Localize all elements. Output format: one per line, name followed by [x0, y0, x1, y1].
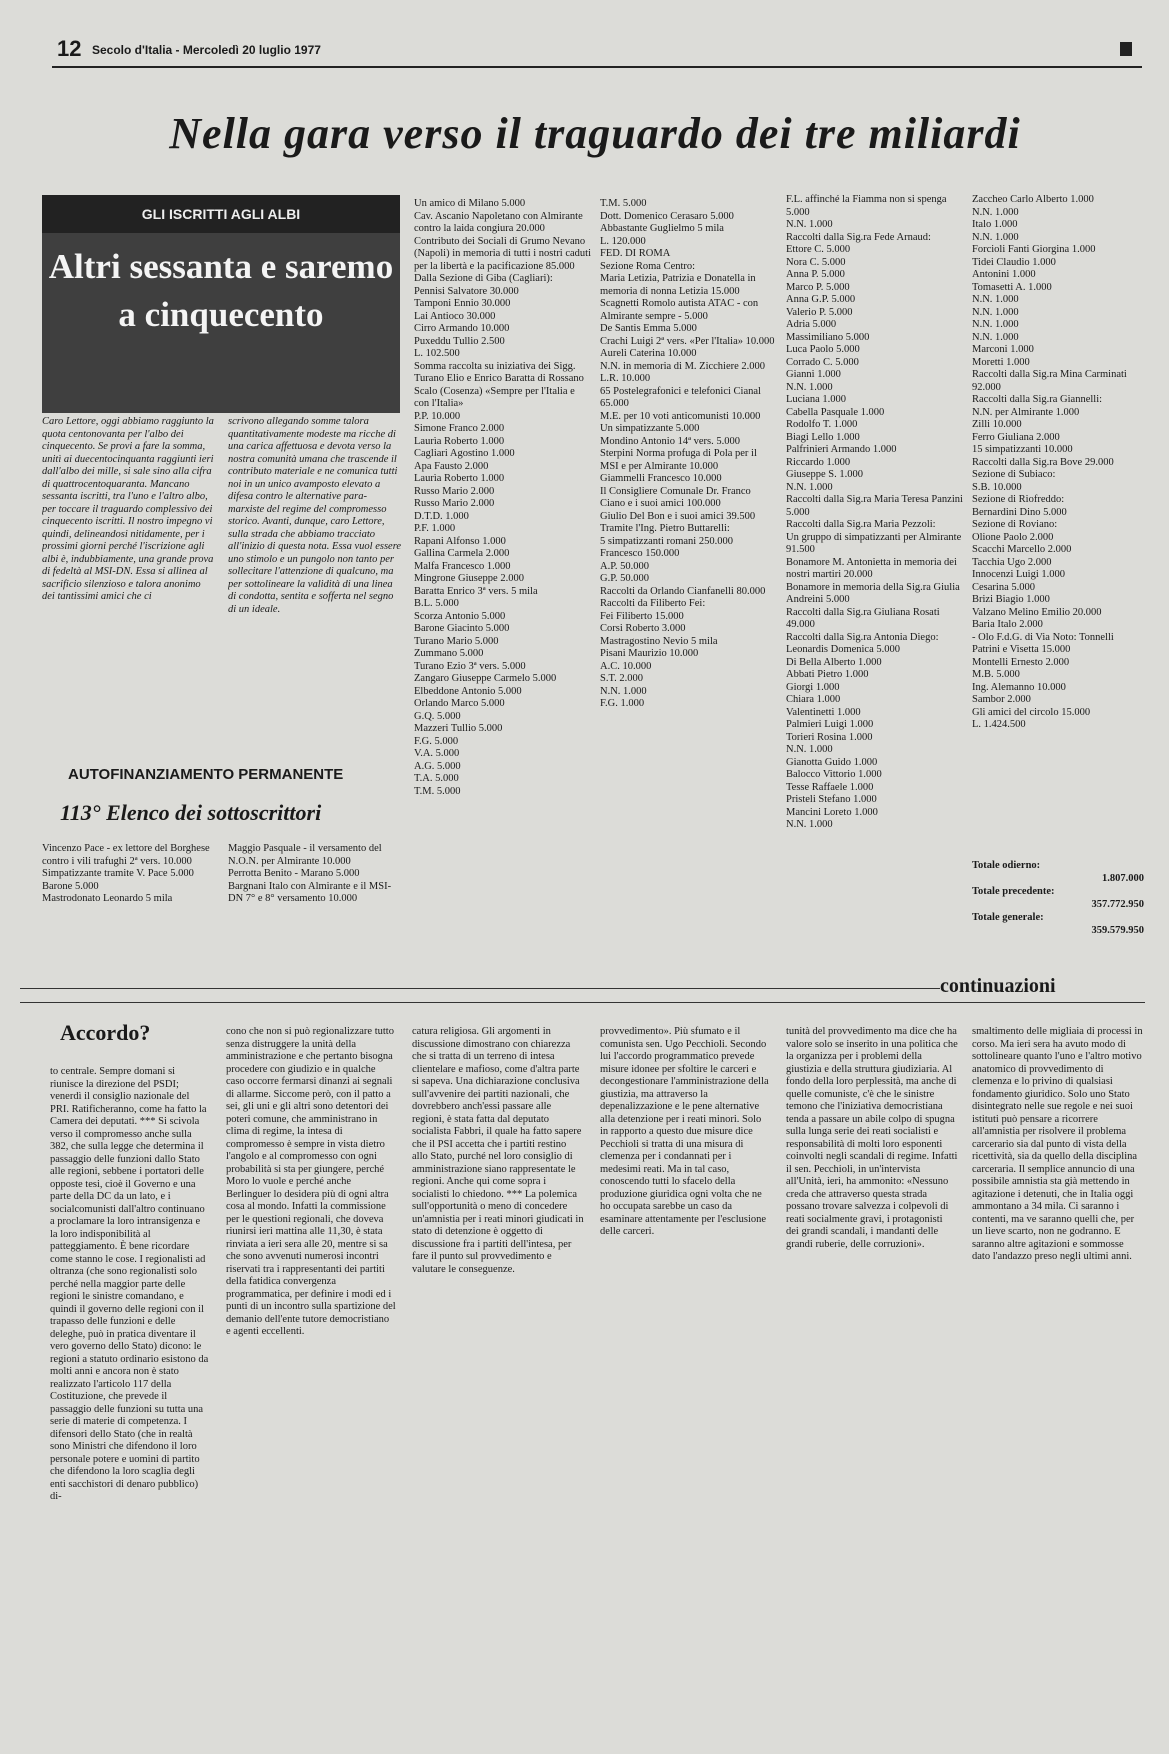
list-item: Zangaro Giuseppe Carmelo 5.000	[414, 673, 557, 684]
list-item: 15 simpatizzanti 10.000	[972, 444, 1073, 455]
list-item: N.N. 1.000	[972, 319, 1019, 330]
list-item: Cesarina 5.000	[972, 581, 1035, 593]
list-item: Perrotta Benito - Marano 5.000	[228, 868, 360, 879]
list-item: Mastrodonato Leonardo 5 mila	[42, 893, 173, 904]
list-item: Pristeli Stefano 1.000	[786, 794, 877, 805]
list-item: De Santis Emma 5.000	[600, 323, 697, 334]
list-item: Ferro Giuliana 2.000	[972, 431, 1060, 443]
total-label: Totale odierno:	[972, 860, 1041, 871]
accordo-col-6: smaltimento delle migliaia di processi in corso. Ma ieri sera ha avuto modo di sottolineare quanto l'uno e l'altro motivo anatomico di provvedimento di clemenza e lo privino di qualsiasi fondamento giuridico. Solo uno Stato disintegrato nelle sue regole e nei suoi istituti può pensare a ricorrere all'amnistia per risolvere il problema carcerario sia dal punto di vista della ricettività, sia da quello della disciplina carceraria. Il semplice annuncio di una possibile amnistia sta già mettendo in agitazione i detenuti, che in Italia oggi ammontano a 34 mila. Ci saranno i contenti, ma ve saranno quelli che, per un lieve scarto, non ne godranno. E saranno altre agitazioni e sommosse dato l'andazzo preso negli ultimi anni.	[972, 1026, 1143, 1262]
list-item: Valzano Melino Emilio 20.000	[972, 606, 1102, 618]
total-row	[972, 912, 1144, 938]
masthead-line: Secolo d'Italia - Mercoledì 20 luglio 1977	[92, 43, 321, 57]
list-item: F.G. 1.000	[600, 698, 645, 709]
list-item: A.G. 5.000	[414, 760, 461, 772]
list-item: Antonini 1.000	[972, 269, 1036, 280]
page-number: 12	[57, 36, 82, 61]
list-item: Mastragostino Nevio 5 mila	[600, 635, 718, 647]
list-item: Zummano 5.000	[414, 648, 484, 659]
list-item: S.T. 2.000	[600, 673, 643, 684]
elenco-title: 113° Elenco dei sottoscrittori	[60, 800, 322, 825]
list-item: 5 simpatizzanti romani 250.000	[600, 535, 733, 547]
list-item: Russo Mario 2.000	[414, 485, 495, 497]
list-item: Cav. Ascanio Napoletano con Almirante contro la laida congiura 20.000	[414, 210, 583, 234]
list-item: Francesco 150.000	[600, 548, 680, 559]
list-item: Raccolti dalla Sig.ra Giuliana Rosati 49.000	[786, 606, 940, 630]
list-item: Puxeddu Tullio 2.500	[414, 335, 505, 347]
list-item: N.N. 1.000	[786, 744, 833, 755]
list-item: Maggio Pasquale - il versamento del N.O.N. per Almirante 10.000	[228, 843, 382, 867]
list-item: Chiara 1.000	[786, 694, 841, 705]
list-item: Apa Fausto 2.000	[414, 460, 489, 472]
list-item: Abbati Pietro 1.000	[786, 669, 869, 680]
list-item: - Olo F.d.G. di Via Noto: Tonnelli Patrini e Visetta 15.000	[972, 631, 1114, 655]
section-title: AUTOFINANZIAMENTO PERMANENTE	[68, 766, 344, 783]
list-item: Scacchi Marcello 2.000	[972, 544, 1072, 555]
list-item: Ettore C. 5.000	[786, 244, 851, 255]
list-item: L. 120.000	[600, 235, 646, 247]
list-item: Forcioli Fanti Giorgina 1.000	[972, 244, 1096, 255]
list-item: Cagliari Agostino 1.000	[414, 448, 515, 459]
list-item: N.N. 1.000	[600, 685, 647, 697]
list-item: Pennisi Salvatore 30.000	[414, 285, 519, 297]
list-item: Il Consigliere Comunale Dr. Franco Ciano e i suoi amici 100.000	[600, 485, 751, 509]
list-item: Raccolti da Filiberto Fei:	[600, 598, 706, 609]
list-item: Gli amici del circolo 15.000	[972, 706, 1091, 718]
albo-box	[42, 195, 400, 413]
total-value: 359.579.950	[1091, 924, 1144, 936]
list-item: G.P. 50.000	[600, 573, 650, 584]
list-item: Tramite l'Ing. Pietro Buttarelli:	[600, 523, 730, 534]
list-item: Balocco Vittorio 1.000	[786, 769, 882, 780]
accordo-col-5: tunità del provvedimento ma dice che ha valore solo se inserito in una politica che la organizza per i problemi della giustizia e della struttura giudiziaria. Al fondo della loro perplessità, ma anche di quelle comuniste, c'è che le sinistre temono che l'iniziativa democristiana tenda a passare un abile colpo di spugna sulla lunga serie dei reati socialisti e responsabilità di molti loro esponenti coinvolti negli scandali di regime. Infatti il sen. Pecchioli, in un'intervista all'Unità, ieri, ha ammonito: «Nessuno creda che attraverso questa strada possano trovare salvezza i colpevoli di reati socialmente gravi, i protagonisti dei grandi scandali, i mandanti delle grandi ruberie, delle corruzioni».	[786, 1026, 958, 1250]
list-item: G.Q. 5.000	[414, 710, 461, 722]
accordo-col-4: provvedimento». Più sfumato e il comunista sen. Ugo Pecchioli. Secondo lui l'accordo programmatico prevede misure idonee per sfoltire le carceri e decongestionare l'amministrazione della giustizia, ma attraverso la depenalizzazione e le pene alternative alla detenzione per i reati minori. Solo in rapporto a questo due misure dice Pecchioli si tratta di una misura di clemenza per i condannati per i medesimi reati. Ma in tal caso, conoscendo tutti lo sfacelo della produzione giuridica ogni volta che ne ho occupata sarebbe un caso da esaminare attentamente per l'esclusione delle carceri.	[600, 1026, 769, 1237]
list-item: Giulio Del Bon e i suoi amici 39.500	[600, 510, 756, 522]
list-item: Tidei Claudio 1.000	[972, 256, 1056, 268]
list-item: Tamponi Ennio 30.000	[414, 298, 511, 309]
list-item: N.N. 1.000	[972, 306, 1019, 318]
list-item: Ing. Alemanno 10.000	[972, 681, 1066, 693]
list-item: Brizi Biagio 1.000	[972, 594, 1050, 605]
list-item: D.T.D. 1.000	[414, 510, 469, 522]
list-item: N.N. 1.000	[972, 294, 1019, 305]
list-item: Barone 5.000	[42, 880, 99, 892]
list-item: Lai Antioco 30.000	[414, 310, 496, 322]
headline: Nella gara verso il traguardo dei tre miliardi	[169, 109, 1021, 158]
list-item: Aureli Caterina 10.000	[600, 348, 697, 359]
list-item: P.F. 1.000	[414, 523, 456, 534]
list-item: Laurìa Roberto 1.000	[414, 435, 505, 447]
list-item: Laurìa Roberto 1.000	[414, 473, 505, 484]
list-item: T.M. 5.000	[600, 198, 647, 209]
list-item: Crachi Luigi 2ª vers. «Per l'Italia» 10.000	[600, 335, 775, 347]
list-item: Malfa Francesco 1.000	[414, 560, 511, 572]
list-item: Olione Paolo 2.000	[972, 531, 1054, 543]
list-item: Gallina Carmela 2.000	[414, 548, 510, 559]
letter-col-2: scrivono allegando somme talora quantitativamente modeste ma ricche di una carica affettuosa e devota verso la nostra comunità umana che trascende il contributo materiale e ne comunica tutti noi in un unico avamposto elevato a difesa contro le alternative para-marxiste del regime del compromesso storico. Avanti, dunque, caro Lettore, sulla strada che abbiamo tracciato all'inizio di questa nota. Essa vuol essere uno stimolo e un pungolo non tanto per sollecitare l'attenzione di qualcuno, ma per sottolineare la validità di una linea di condotta, sentita e sofferta nel segno di un ideale.	[228, 416, 402, 615]
list-item: Corrado C. 5.000	[786, 356, 859, 368]
list-item: N.N. per Almirante 1.000	[972, 406, 1080, 418]
list-item: N.N. 1.000	[972, 331, 1019, 343]
list-item: A.C. 10.000	[600, 660, 652, 672]
list-item: Simpatizzante tramite V. Pace 5.000	[42, 868, 194, 879]
list-item: Baria Italo 2.000	[972, 619, 1043, 630]
accordo-title: Accordo?	[60, 1020, 151, 1045]
list-item: T.A. 5.000	[414, 773, 459, 784]
list-item: Zaccheo Carlo Alberto 1.000	[972, 194, 1094, 205]
list-item: Tesse Raffaele 1.000	[786, 781, 874, 793]
sub-col-a	[42, 843, 212, 943]
continuation-rule-2	[20, 1002, 1145, 1003]
list-item: Raccolti dalla Sig.ra Maria Teresa Panzini 5.000	[786, 494, 963, 518]
page-mark-icon	[1120, 42, 1132, 56]
list-item: Orlando Marco 5.000	[414, 698, 505, 709]
list-item: Gianotta Guido 1.000	[786, 756, 878, 768]
list-item: N.N. 1.000	[972, 206, 1019, 218]
list-item: Rapani Alfonso 1.000	[414, 535, 506, 547]
list-item: Sezione di Subiaco:	[972, 469, 1056, 480]
total-row	[972, 886, 1144, 912]
list-item: Palmieri Luigi 1.000	[786, 719, 874, 730]
accordo-col-1: to centrale. Sempre domani si riunisce la direzione del PSDI; venerdì il consiglio nazionale del PRI. Ratificheranno, come ha fatto la Camera dei deputati. *** Si scivola verso il compromesso anche sulla 382, che sulla legge che determina il passaggio delle funzioni dallo Stato alle regioni, sebbene i portatori delle opposte tesi, cioè il Governo e una parte della DC da un lato, e i socialcomunisti dall'altro continuano a proclamare la loro intransigenza e la loro indisponibilità al patteggiamento. È bene ricordare come stanno le cose. I regionalisti ad oltranza (che sono regionalisti solo perché nella maggior parte delle regioni le sinistre comandano, e quindi il governo delle regioni con il trapasso delle funzioni e delle deleghe, può in pratica diventare il vero governo dello Stato) dicono: le regioni a statuto ordinario esistono da molti anni e ancora non è stato realizzato l'articolo 117 della Costituzione, che prevede il passaggio delle funzioni su tutta una serie di materie di competenza. I difensori dello Stato (che in realtà sono Ministri che difendono il loro personale potere e uomini di partito che difendono la loro scaglia degli enti sacchistori di denaro pubblico) di-	[50, 1066, 209, 1502]
list-item: FED. DI ROMA	[600, 248, 671, 259]
list-item: S.B. 10.000	[972, 481, 1022, 493]
list-item: A.P. 50.000	[600, 560, 650, 572]
list-item: N.N. in memoria di M. Zicchiere 2.000	[600, 360, 766, 372]
accordo-col-3: catura religiosa. Gli argomenti in discussione dimostrano con chiarezza che si tratta di un terreno di intesa clientelare e mafioso, come d'altra parte si sapeva. Una dichiarazione conclusiva sull'avvenire dei partiti nazionali, che dovrebbero anch'essi passare alle regioni, è stata fatta dal deputato socialista Fabbri, il quale ha fatto sapere che il PSI accetta che i partiti restino allo Stato, purché nel loro consiglio di amministrazione siano rappresentate le regioni. Anche qui come sopra i socialisti lo chiedono. *** La polemica sull'opportunità o meno di concedere un'amnistia per i reati minori giudicati in stato di detenzione è oggetto di discussione fra i partiti dell'intesa, per fare il punto sul provvedimento e valutare le conseguenze.	[412, 1026, 584, 1275]
list-item: Contributo dei Sociali di Grumo Nevano (Napoli) in memoria di tutti i nostri caduti per la libertà e la pacificazione 85.000	[414, 235, 592, 272]
list-item: Vincenzo Pace - ex lettore del Borghese contro i vili trafughi 2ª vers. 10.000	[42, 843, 210, 867]
page-header	[52, 36, 1142, 66]
list-item: Fei Filiberto 15.000	[600, 610, 684, 622]
list-item: Gianni 1.000	[786, 369, 841, 380]
list-item: N.N. 1.000	[786, 381, 833, 393]
list-item: Corsi Roberto 3.000	[600, 623, 686, 634]
sub-col-c	[414, 198, 592, 958]
list-item: Pisani Maurizio 10.000	[600, 648, 699, 659]
continuation-rule	[20, 988, 940, 989]
list-item: Riccardo 1.000	[786, 456, 851, 468]
list-item: Italo 1.000	[972, 219, 1018, 230]
total-label: Totale precedente:	[972, 886, 1055, 897]
header-rule	[52, 66, 1142, 68]
box-title: Altri sessanta e saremo a cinquecento	[48, 247, 394, 334]
list-item: Adria 5.000	[786, 319, 837, 330]
list-item: Giammelli Francesco 10.000	[600, 473, 722, 484]
sub-col-f	[972, 194, 1144, 834]
list-item: Giuseppe S. 1.000	[786, 469, 863, 480]
list-item: Sterpini Norma profuga di Pola per il MSI e per Almirante 10.000	[600, 448, 757, 472]
list-item: Raccolti dalla Sig.ra Maria Pezzoli:	[786, 519, 936, 530]
list-item: M.B. 5.000	[972, 669, 1020, 680]
total-label: Totale generale:	[972, 912, 1044, 923]
list-item: N.N. 1.000	[786, 481, 833, 493]
list-item: Sezione Roma Centro:	[600, 260, 696, 272]
list-item: Dott. Domenico Cerasaro 5.000	[600, 210, 734, 222]
list-item: Maria Letizia, Patrizia e Donatella in memoria di nonna Letizia 15.000	[600, 273, 756, 297]
list-item: Montelli Ernesto 2.000	[972, 656, 1070, 668]
list-item: Un gruppo di simpatizzanti per Almirante 91.500	[786, 531, 962, 555]
list-item: Palfrinieri Armando 1.000	[786, 444, 897, 455]
list-item: Sambor 2.000	[972, 694, 1031, 705]
list-item: N.N. 1.000	[786, 819, 833, 830]
letter-col-1: Caro Lettore, oggi abbiamo raggiunto la quota centonovanta per l'albo dei cinquecento. Se provi a fare la somma, unitì ai duecentocinquanta raggiunti ieri dall'albo dei mille, si sale sino alla cifra di quattrocentoquaranta. Mancano sessanta iscritti, tra l'uno e l'altro albo, per toccare il traguardo complessivo dei cinquecento iscritti. Il nostro impegno vi quindi, delineandosi nitidamente, per i prossimi giorni perché l'iscrizione agli albi è, indubbiamente, una grande prova di fedeltà al MSI-DN. Essa si allinea al sacrificio silenzioso e talora anonimo dei tantissimi amici che ci	[42, 416, 214, 602]
list-item: Raccolti dalla Sig.ra Antonia Diego:	[786, 631, 939, 643]
list-item: Marconi 1.000	[972, 344, 1034, 355]
total-value: 357.772.950	[1091, 898, 1144, 910]
list-item: L. 1.424.500	[972, 719, 1026, 730]
list-item: Raccolti da Orlando Cianfanelli 80.000	[600, 585, 766, 597]
list-item: Rodolfo T. 1.000	[786, 419, 858, 430]
list-item: Valerio P. 5.000	[786, 306, 853, 318]
list-item: Scorza Antonio 5.000	[414, 610, 506, 622]
list-item: Anna P. 5.000	[786, 269, 845, 280]
list-item: L.R. 10.000	[600, 373, 651, 384]
list-item: Raccolti dalla Sig.ra Giannelli:	[972, 394, 1103, 405]
continuazioni-label: continuazioni	[940, 975, 1056, 997]
box-tag: GLI ISCRITTI AGLI ALBI	[42, 195, 400, 233]
list-item: Russo Mario 2.000	[414, 498, 495, 509]
list-item: Nora C. 5.000	[786, 256, 846, 268]
list-item: Di Bella Alberto 1.000	[786, 656, 882, 668]
total-row	[972, 860, 1144, 886]
list-item: F.G. 5.000	[414, 735, 459, 747]
list-item: Barone Giacinto 5.000	[414, 623, 510, 634]
list-item: Leonardis Domenica 5.000	[786, 644, 901, 655]
list-item: Mancini Loreto 1.000	[786, 806, 878, 818]
list-item: Bernardini Dino 5.000	[972, 506, 1067, 518]
list-item: T.M. 5.000	[414, 785, 461, 797]
sub-col-d	[600, 198, 778, 958]
list-item: Zilli 10.000	[972, 419, 1022, 430]
list-item: Un simpatizzante 5.000	[600, 423, 700, 434]
list-item: Tomasetti A. 1.000	[972, 281, 1052, 293]
list-item: Raccolti dalla Sig.ra Fede Arnaud:	[786, 231, 931, 243]
list-item: N.N. 1.000	[786, 219, 833, 230]
list-item: Tacchia Ugo 2.000	[972, 556, 1052, 568]
list-item: Valentinetti 1.000	[786, 706, 861, 718]
list-item: Somma raccolta su iniziativa dei Sigg. Turano Elio e Enrico Baratta di Rossano Scalo (Cosenza) «Sempre per l'Italia e con l'Italia»	[414, 360, 584, 409]
list-item: Turano Ezio 3ª vers. 5.000	[414, 660, 526, 672]
list-item: Turano Mario 5.000	[414, 635, 499, 647]
sub-col-b	[228, 843, 403, 943]
list-item: V.A. 5.000	[414, 748, 460, 759]
list-item: Baratta Enrico 3ª vers. 5 mila	[414, 585, 538, 597]
list-item: Cirro Armando 10.000	[414, 323, 510, 334]
list-item: Scagnetti Romolo autista ATAC - con Almirante sempre - 5.000	[600, 298, 759, 322]
list-item: Cabella Pasquale 1.000	[786, 406, 885, 418]
list-item: Bargnani Italo con Almirante e il MSI-DN 7° e 8° versamento 10.000	[228, 880, 392, 904]
list-item: Luca Paolo 5.000	[786, 344, 860, 355]
list-item: Innocenzi Luigi 1.000	[972, 569, 1066, 580]
list-item: Torieri Rosina 1.000	[786, 731, 873, 743]
list-item: Biagi Lello 1.000	[786, 431, 860, 443]
list-item: Raccolti dalla Sig.ra Bove 29.000	[972, 456, 1114, 468]
list-item: Raccolti dalla Sig.ra Mina Carminati 92.000	[972, 369, 1127, 393]
list-item: Mondino Antonio 14ª vers. 5.000	[600, 435, 740, 447]
list-item: Bonamore M. Antonietta in memoria dei nostri martiri 20.000	[786, 556, 957, 580]
list-item: Mingrone Giuseppe 2.000	[414, 573, 524, 584]
list-item: Giorgi 1.000	[786, 681, 840, 693]
list-item: Bonamore in memoria della Sig.ra Giulia Andreini 5.000	[786, 581, 960, 605]
list-item: Mazzeri Tullio 5.000	[414, 723, 503, 734]
list-item: L. 102.500	[414, 348, 460, 359]
list-item: Moretti 1.000	[972, 356, 1030, 368]
list-item: Marco P. 5.000	[786, 281, 850, 293]
list-item: Luciana 1.000	[786, 394, 847, 405]
accordo-col-2: cono che non si può regionalizzare tutto senza distruggere la unità della amministrazione e che pertanto bisogna procedere con giudizio e in qualche caso occorre fermarsi dinanzi ai segnali di allarme. Siccome però, con il patto a sei, gli uni e gli altri sono detentori dei poteri comune, che amministrano in clima di regime, la intesa di compromesso è sempre in vista dietro l'angolo e al compromesso con ogni probabilità si sta per giungere, perché Moro lo vuole e perché anche Berlinguer lo desidera più di ogni altra cosa al mondo. Infatti la commissione per le questioni regionali, che doveva riunirsi ieri mattina alle 11,30, è stata rinviata a ieri sera alle 20, mentre si sa che sono avvenuti numerosi incontri riservati tra i rappresentanti dei partiti della fatidica convergenza programmatica, per definire i modi ed i punti di un incontro sulla spartizione del demanio dell'ente tutore democristiano e agenti eccellenti.	[226, 1026, 396, 1337]
sub-col-e	[786, 194, 964, 958]
list-item: 65 Postelegrafonici e telefonici Cianal 65.000	[600, 385, 761, 409]
list-item: N.N. 1.000	[972, 231, 1019, 243]
list-item: M.E. per 10 voti anticomunisti 10.000	[600, 410, 761, 422]
list-item: Abbastante Guglielmo 5 mila	[600, 223, 724, 234]
list-item: Sezione di Riofreddo:	[972, 494, 1065, 505]
list-item: Anna G.P. 5.000	[786, 294, 856, 305]
totals-block	[972, 860, 1144, 950]
list-item: Un amico di Milano 5.000	[414, 198, 526, 209]
list-item: Simone Franco 2.000	[414, 423, 505, 434]
list-item: Elbeddone Antonio 5.000	[414, 685, 522, 697]
total-value: 1.807.000	[1102, 872, 1144, 884]
list-item: P.P. 10.000	[414, 410, 461, 422]
list-item: F.L. affinché la Fiamma non si spenga 5.000	[786, 194, 947, 218]
list-item: Massimiliano 5.000	[786, 331, 870, 343]
list-item: Sezione di Roviano:	[972, 519, 1058, 530]
list-item: Dalla Sezione di Giba (Cagliari):	[414, 273, 553, 284]
list-item: B.L. 5.000	[414, 598, 459, 609]
